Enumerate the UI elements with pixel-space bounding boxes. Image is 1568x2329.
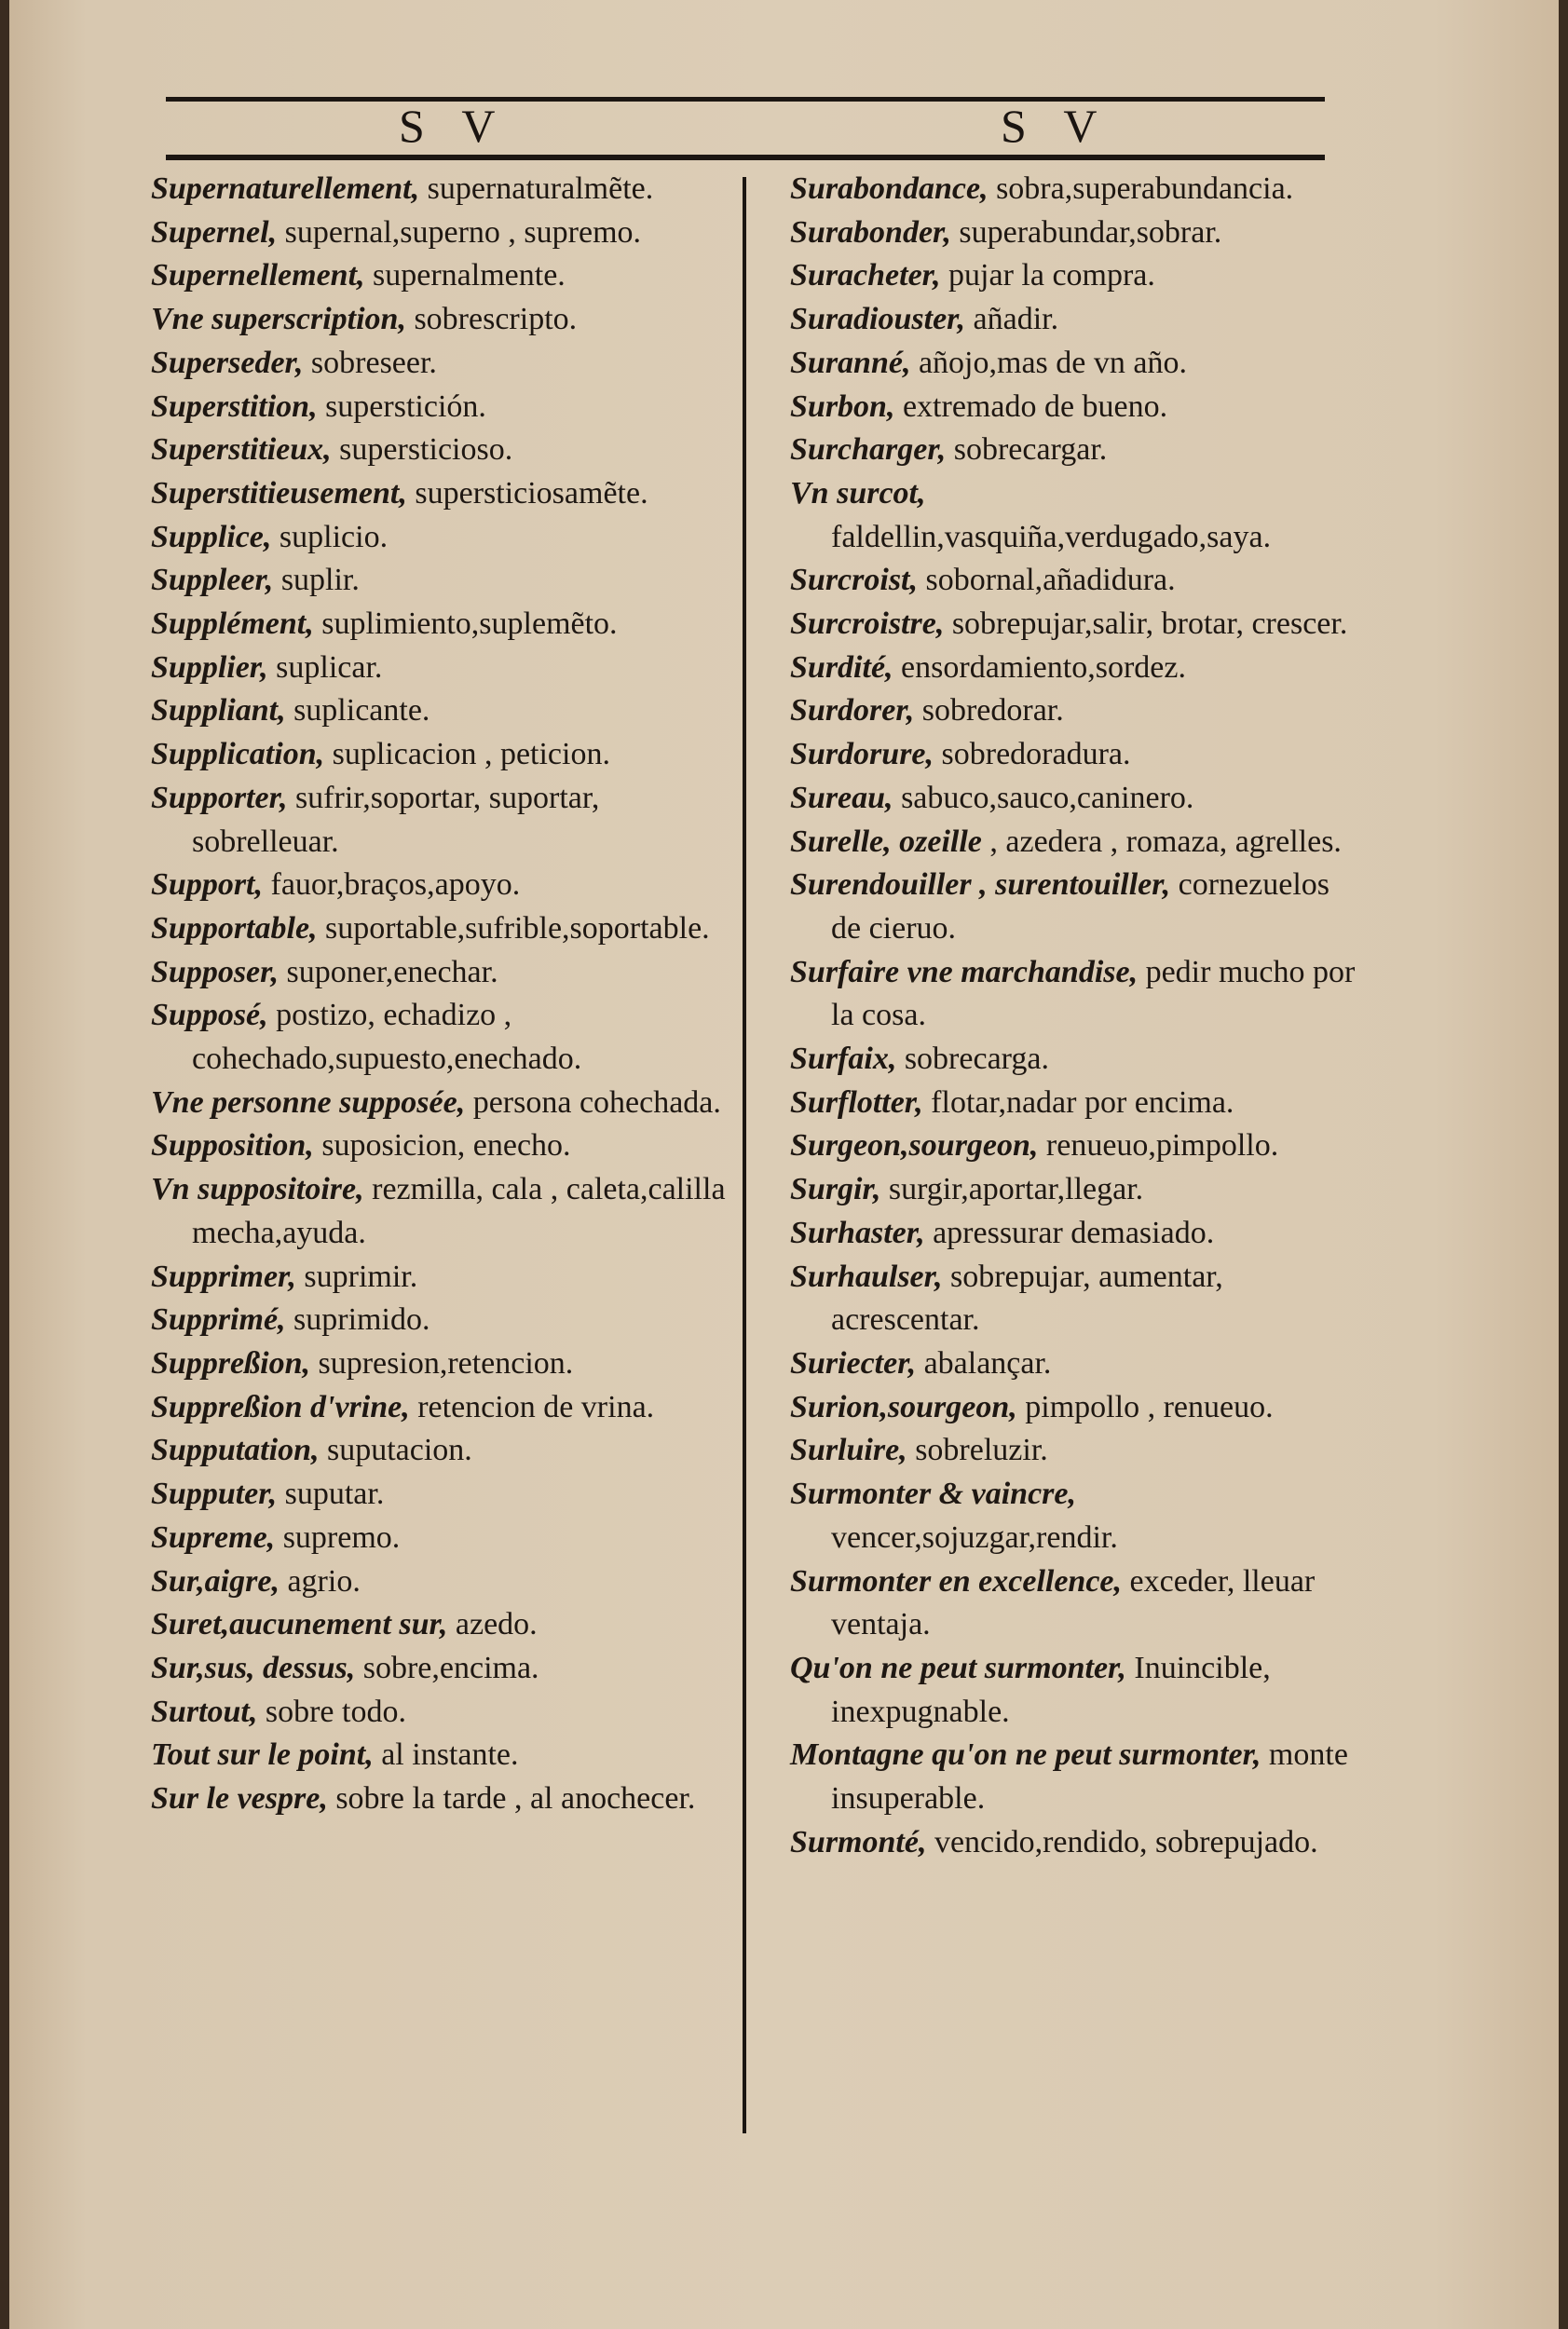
dictionary-entry (151, 1777, 729, 1821)
dictionary-entry (151, 689, 729, 733)
headword: Supportable, (151, 910, 318, 946)
translation: sobre la tarde , al anochecer. (327, 1781, 696, 1817)
translation: sobornal,añadidura. (918, 563, 1176, 598)
headword: Sureau, (790, 780, 893, 815)
headword: Surcharger, (790, 432, 947, 468)
translation: postizo, echadizo , cohechado,supuesto,enechado. (192, 998, 582, 1077)
dictionary-entry (151, 603, 729, 647)
translation: suplicante. (285, 693, 430, 729)
dictionary-entry (790, 1647, 1358, 1734)
headword: Suranné, (790, 345, 911, 380)
translation: vencido,rendido, sobrepujado. (926, 1824, 1318, 1859)
headword: Suppliant, (151, 693, 286, 729)
translation: faldellin,vasquiña,verdugado,saya. (831, 519, 1272, 554)
dictionary-entry (790, 1124, 1358, 1168)
translation: sobra,superabundancia. (988, 171, 1294, 206)
dictionary-entry (151, 1603, 729, 1647)
translation: suposicion, enecho. (313, 1128, 571, 1164)
translation: al instante. (373, 1737, 519, 1773)
headword: Superstition, (151, 388, 318, 424)
translation: sobredoradura. (934, 737, 1131, 772)
dictionary-entry (790, 1038, 1358, 1082)
running-head-right: S V (1001, 100, 1111, 152)
headword: Supposition, (151, 1128, 314, 1164)
translation: supersticiosamẽte. (406, 475, 648, 511)
headword: Suracheter, (790, 258, 941, 293)
dictionary-entry (790, 689, 1358, 733)
translation: agrio. (279, 1563, 361, 1599)
translation: suplicacion , peticion. (324, 737, 610, 772)
dictionary-entry (151, 951, 729, 995)
headword: Sur,sus, dessus, (151, 1650, 356, 1685)
headword: Sur,aigre, (151, 1563, 280, 1599)
headword: Surmonter & vaincre, (790, 1477, 1076, 1512)
dictionary-entry (151, 1473, 729, 1517)
translation: retencion de vrina. (409, 1389, 655, 1424)
column-divider (743, 177, 746, 2133)
translation: superabundar,sobrar. (950, 214, 1222, 250)
translation: sobrecargar. (946, 432, 1108, 468)
translation: suputar. (277, 1477, 385, 1512)
headword: Vne personne supposée, (151, 1084, 466, 1120)
dictionary-entry (151, 1560, 729, 1604)
dictionary-entry (790, 472, 1358, 559)
headword: Supposer, (151, 954, 279, 989)
dictionary-entry (790, 342, 1358, 386)
translation: supremo. (275, 1519, 401, 1555)
translation: exceder, lleuar ventaja. (831, 1563, 1316, 1642)
headword: Superstitieusement, (151, 475, 407, 511)
translation: suplimiento,suplemẽto. (313, 606, 618, 642)
headword: Supplication, (151, 737, 325, 772)
translation: supersticioso. (331, 432, 513, 468)
translation: apressurar demasiado. (924, 1215, 1215, 1250)
translation: pimpollo , renueuo. (1016, 1389, 1274, 1424)
translation: añadir. (965, 302, 1059, 337)
translation: Inuincible, inexpugnable. (831, 1650, 1271, 1729)
dictionary-entry (151, 1256, 729, 1300)
dictionary-entry (790, 211, 1358, 255)
dictionary-entry (151, 647, 729, 690)
translation: pujar la compra. (940, 258, 1155, 293)
headword: Suret,aucunement sur, (151, 1607, 448, 1642)
dictionary-entry (151, 1168, 729, 1255)
dictionary-entry (151, 298, 729, 342)
headword: Surgeon,sourgeon, (790, 1128, 1039, 1164)
translation: superstición. (317, 388, 486, 424)
headword: Vn suppositoire, (151, 1172, 364, 1207)
headword: Surdité, (790, 649, 893, 685)
headword: Superstitieux, (151, 432, 332, 468)
translation: sobredorar. (914, 693, 1064, 729)
headword: Supplier, (151, 649, 268, 685)
translation: azedo. (447, 1607, 538, 1642)
dictionary-entry (790, 1734, 1358, 1820)
translation: fauor,braços,apoyo. (263, 867, 521, 903)
dictionary-entry (151, 994, 729, 1081)
headword: Surluire, (790, 1433, 907, 1468)
dictionary-entry (790, 1212, 1358, 1256)
dictionary-entry (151, 429, 729, 472)
dictionary-entry (790, 777, 1358, 821)
translation: supernaturalmẽte. (419, 171, 654, 206)
headword: Supporter, (151, 780, 288, 815)
dictionary-entry (151, 1342, 729, 1386)
translation: sobrepujar, aumentar, acrescentar. (831, 1259, 1223, 1338)
headword: Suppreßion d'vrine, (151, 1389, 410, 1424)
dictionary-entry (151, 1647, 729, 1691)
dictionary-entry (151, 777, 729, 864)
translation: extremado de bueno. (894, 388, 1168, 424)
headword: Qu'on ne peut surmonter, (790, 1650, 1126, 1685)
translation: renueuo,pimpollo. (1038, 1128, 1279, 1164)
dictionary-entry (790, 429, 1358, 472)
translation: surgir,aportar,llegar. (880, 1172, 1144, 1207)
translation: suportable,sufrible,soportable. (317, 910, 710, 946)
dictionary-entry (151, 1299, 729, 1342)
headword: Surbon, (790, 388, 895, 424)
left-column (151, 168, 729, 1821)
dictionary-entry (151, 516, 729, 560)
translation: monte insuperable. (831, 1737, 1348, 1817)
headword: Surfaix, (790, 1042, 897, 1077)
dictionary-entry (790, 298, 1358, 342)
dictionary-entry (151, 211, 729, 255)
dictionary-entry (151, 342, 729, 386)
headword: Surtout, (151, 1694, 258, 1729)
translation: sobrecarga. (896, 1042, 1049, 1077)
dictionary-entry (790, 864, 1358, 950)
translation: supernalmente. (364, 258, 566, 293)
dictionary-entry (151, 1124, 729, 1168)
dictionary-entry (790, 951, 1358, 1038)
dictionary-entry (151, 1734, 729, 1777)
dictionary-entry (790, 386, 1358, 429)
dictionary-entry (151, 1517, 729, 1560)
dictionary-entry (151, 254, 729, 298)
translation: suplir. (273, 563, 360, 598)
headword: Suppleer, (151, 563, 274, 598)
dictionary-entry (790, 603, 1358, 647)
headword: Surgir, (790, 1172, 881, 1207)
translation: ensordamiento,sordez. (893, 649, 1186, 685)
translation: , azedera , romaza, agrelles. (981, 824, 1342, 859)
dictionary-entry (790, 647, 1358, 690)
dictionary-entry (790, 1386, 1358, 1430)
headword: Supreme, (151, 1519, 276, 1555)
headword: Suppreßion, (151, 1345, 310, 1381)
translation: suputacion. (319, 1433, 472, 1468)
translation: suponer,enechar. (279, 954, 498, 989)
headword: Supplice, (151, 519, 272, 554)
dictionary-entry (151, 168, 729, 211)
dictionary-entry (151, 1386, 729, 1430)
dictionary-entry (151, 1691, 729, 1735)
headword: Supplément, (151, 606, 314, 642)
dictionary-entry (790, 1168, 1358, 1212)
headword: Supprimé, (151, 1302, 286, 1338)
dictionary-entry (790, 1429, 1358, 1473)
headword: Supernellement, (151, 258, 365, 293)
headword: Vn surcot, (790, 475, 926, 511)
dictionary-entry (790, 254, 1358, 298)
headword: Supputation, (151, 1433, 320, 1468)
dictionary-entry (790, 821, 1358, 865)
translation: sobrescripto. (405, 302, 578, 337)
headword: Sur le vespre, (151, 1781, 328, 1817)
headword: Surelle, ozeille (790, 824, 982, 859)
dictionary-entry (790, 1342, 1358, 1386)
dictionary-entry (790, 559, 1358, 603)
translation: sabuco,sauco,caninero. (893, 780, 1194, 815)
dictionary-entry (790, 168, 1358, 211)
translation: rezmilla, cala , caleta,calilla mecha,ayuda. (192, 1172, 726, 1250)
translation: flotar,nadar por encima. (922, 1084, 1234, 1120)
translation: vencer,sojuzgar,rendir. (831, 1519, 1118, 1555)
translation: pedir mucho por la cosa. (831, 954, 1356, 1033)
dictionary-entry (151, 1429, 729, 1473)
headword: Montagne qu'on ne peut surmonter, (790, 1737, 1261, 1773)
translation: añojo,mas de vn año. (910, 345, 1187, 380)
dictionary-entry (790, 1560, 1358, 1647)
translation: persona cohechada. (465, 1084, 721, 1120)
translation: suplicio. (271, 519, 389, 554)
headword: Superseder, (151, 345, 304, 380)
headword: Surabonder, (790, 214, 951, 250)
headword: Surfaire vne marchandise, (790, 954, 1139, 989)
dictionary-entry (790, 1821, 1358, 1865)
headword: Surcroist, (790, 563, 918, 598)
dictionary-entry (151, 907, 729, 951)
headword: Surdorer, (790, 693, 915, 729)
headword: Surcroistre, (790, 606, 945, 642)
dictionary-entry (151, 559, 729, 603)
dictionary-entry (790, 733, 1358, 777)
dictionary-entry (790, 1256, 1358, 1342)
headword: Surhaster, (790, 1215, 925, 1250)
translation: sobrepujar,salir, brotar, crescer. (944, 606, 1348, 642)
translation: suplicar. (267, 649, 383, 685)
headword: Supposé, (151, 998, 268, 1033)
translation: suprimido. (285, 1302, 430, 1338)
dictionary-page (9, 0, 1559, 2329)
headword: Surhaulser, (790, 1259, 943, 1294)
headword: Surdorure, (790, 737, 934, 772)
headword: Surmonté, (790, 1824, 927, 1859)
translation: abalançar. (916, 1345, 1052, 1381)
headword: Tout sur le point, (151, 1737, 374, 1773)
translation: sobre,encima. (355, 1650, 539, 1685)
translation: supresion,retencion. (310, 1345, 574, 1381)
translation: cornezuelos de cieruo. (831, 867, 1330, 946)
headword: Surflotter, (790, 1084, 923, 1120)
translation: sobre todo. (257, 1694, 406, 1729)
dictionary-entry (151, 472, 729, 516)
dictionary-entry (151, 864, 729, 907)
headword: Supernaturellement, (151, 171, 420, 206)
headword: Supprimer, (151, 1259, 296, 1294)
top-rule (166, 97, 1325, 102)
headword: Surion,sourgeon, (790, 1389, 1017, 1424)
headword: Surendouiller , surentouiller, (790, 867, 1171, 903)
dictionary-entry (151, 733, 729, 777)
translation: supernal,superno , supremo. (277, 214, 642, 250)
dictionary-entry (151, 1082, 729, 1125)
translation: suprimir. (295, 1259, 418, 1294)
headword: Suradiouster, (790, 302, 966, 337)
translation: sobreseer. (303, 345, 437, 380)
headword: Support, (151, 867, 263, 903)
dictionary-entry (790, 1082, 1358, 1125)
dictionary-entry (790, 1473, 1358, 1559)
translation: sobreluzir. (907, 1433, 1048, 1468)
right-column (790, 168, 1358, 1864)
headword: Supernel, (151, 214, 278, 250)
running-head-left: S V (399, 100, 509, 152)
headword: Surmonter en excellence, (790, 1563, 1123, 1599)
dictionary-entry (151, 386, 729, 429)
headword: Supputer, (151, 1477, 278, 1512)
headword: Suriecter, (790, 1345, 917, 1381)
headword: Surabondance, (790, 171, 989, 206)
translation: sufrir,soportar, suportar, sobrelleuar. (192, 780, 600, 859)
headword: Vne superscription, (151, 302, 406, 337)
header-rule (166, 155, 1325, 160)
